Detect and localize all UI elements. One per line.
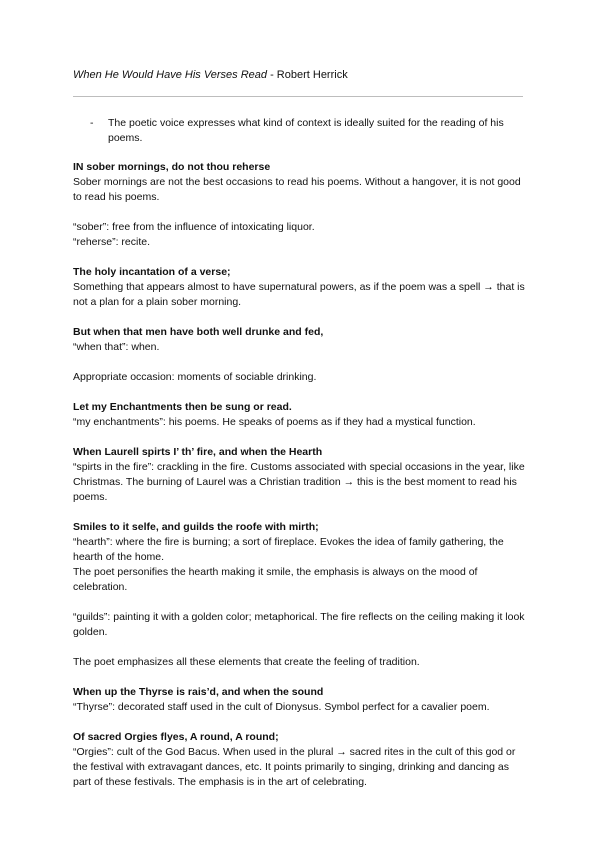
annotation-note: “my enchantments”: his poems. He speaks of poems as if they had a mystical function.: [73, 416, 476, 428]
verse-section: [73, 265, 529, 310]
section-gap: [73, 670, 529, 685]
annotation-note: Appropriate occasion: moments of sociable drinking.: [73, 371, 317, 383]
annotation-note: “sober”: free from the influence of intoxicating liquor.: [73, 221, 315, 233]
verse-line: Smiles to it selfe, and guilds the roofe with mirth;: [73, 521, 319, 533]
section-gap: [73, 430, 529, 445]
verse-line: The holy incantation of a verse;: [73, 266, 231, 278]
section-gap: [73, 385, 529, 400]
verse-section: [73, 160, 529, 250]
verse-section: [73, 730, 529, 790]
section-gap: [73, 715, 529, 730]
paragraph-gap: [73, 640, 529, 655]
verse-line: Let my Enchantments then be sung or read.: [73, 401, 292, 413]
verse-line: Of sacred Orgies flyes, A round, A round;: [73, 731, 279, 743]
verse-line: When up the Thyrse is rais’d, and when the sound: [73, 686, 324, 698]
paragraph-gap: [73, 205, 529, 220]
verse-section: [73, 400, 529, 430]
annotation-note: “guilds”: painting it with a golden color; metaphorical. The fire reflects on the ceiling making it look golden.: [73, 611, 525, 638]
verse-line: When Laurell spirts I’ th’ fire, and when the Hearth: [73, 446, 323, 458]
annotation-note: The poet personifies the hearth making it smile, the emphasis is always on the mood of celebration.: [73, 566, 478, 593]
annotation-note: Sober mornings are not the best occasions to read his poems. Without a hangover, it is not good to read his poems.: [73, 176, 521, 203]
verse-line: But when that men have both well drunke and fed,: [73, 326, 324, 338]
intro-text: The poetic voice expresses what kind of context is ideally suited for the reading of his poems.: [108, 117, 504, 144]
paragraph-gap: [73, 595, 529, 610]
annotation-note: “reherse”: recite.: [73, 236, 151, 248]
section-gap: [73, 505, 529, 520]
document-header: [73, 69, 348, 81]
poem-author: - Robert Herrick: [270, 69, 348, 81]
annotation-note: Something that appears almost to have supernatural powers, as if the poem was a spell → that is not a plan for a plain sober morning.: [73, 281, 525, 308]
verse-section: [73, 445, 529, 505]
poem-title: When He Would Have His Verses Read: [73, 69, 268, 81]
header-divider: [73, 96, 523, 97]
paragraph-gap: [73, 355, 529, 370]
section-gap: [73, 250, 529, 265]
intro-bullet: [90, 116, 530, 146]
annotation-note: “when that”: when.: [73, 341, 160, 353]
verse-section: [73, 685, 529, 715]
annotation-note: “hearth”: where the fire is burning; a sort of fireplace. Evokes the idea of family gathering, the hearth of the home.: [73, 536, 504, 563]
verse-line: IN sober mornings, do not thou reherse: [73, 161, 271, 173]
annotation-body: [73, 160, 529, 790]
annotation-note: “Thyrse”: decorated staff used in the cult of Dionysus. Symbol perfect for a cavalier poem.: [73, 701, 490, 713]
annotation-note: “Orgies”: cult of the God Bacus. When used in the plural → sacred rites in the cult of this god or the festival with extravagant dances, etc. It points primarily to singing, drinking and dancing as part of these festivals. The emphasis is in the art of celebrating.: [73, 746, 516, 788]
verse-section: [73, 520, 529, 670]
verse-section: [73, 325, 529, 385]
annotation-note: “spirts in the fire”: crackling in the fire. Customs associated with special occasions in the year, like Christmas. The burning of Laurel was a Christian tradition → this is the best moment to read his poems.: [73, 461, 525, 503]
annotation-note: The poet emphasizes all these elements that create the feeling of tradition.: [73, 656, 420, 668]
section-gap: [73, 310, 529, 325]
bullet-dash: -: [90, 117, 94, 129]
